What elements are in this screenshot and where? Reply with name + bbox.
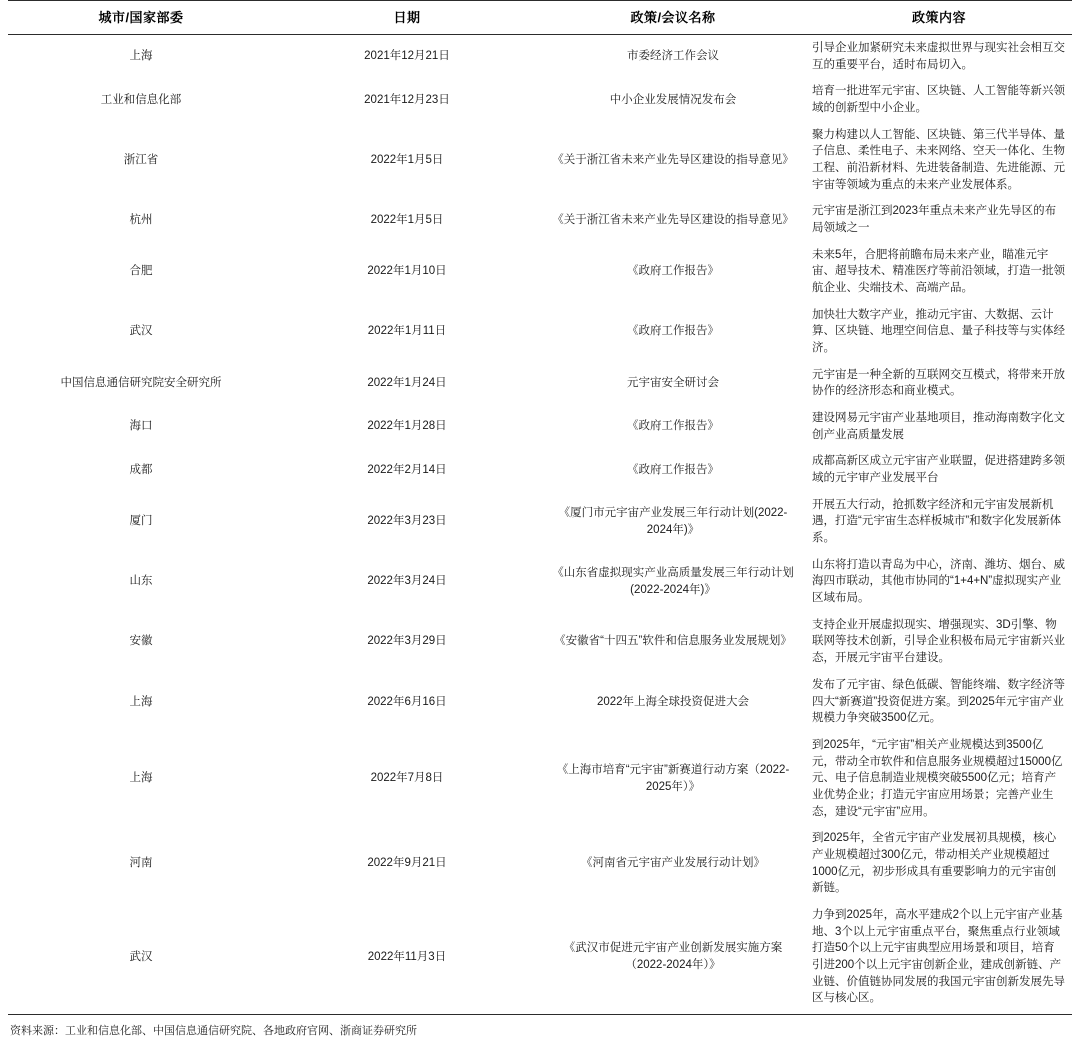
cell-date: 2022年1月5日 [370, 153, 444, 166]
cell-policy-content: 成都高新区成立元宇宙产业联盟，促进搭建跨多领域的元宇审产业发展平台 [812, 455, 1065, 485]
cell-policy-content: 力争到2025年，高水平建成2个以上元宇宙产业基地、3个以上元宇宙重点平台，聚焦重点行业领域打造50个以上元宇宙典型应用场景和项目，培育引进200个以上元宇宙创新企业，建成创新链、产业链、价值链协同发展的我国元宇宙创新发展先导区与核心区。 [806, 902, 1072, 1015]
cell-city: 上海 [129, 50, 153, 63]
cell-policy-content: 支持企业开展虚拟现实、增强现实、3D引擎、物联网等技术创新，引导企业积极布局元宇宙新兴业态，开展元宇宙平台建设。 [812, 618, 1065, 665]
cell-policy-name: 《政府工作报告》 [627, 265, 719, 278]
cell-policy-content: 元宇宙是浙江到2023年重点未来产业先导区的布局领域之一 [812, 205, 1057, 235]
table-row [8, 242, 1072, 302]
cell-date: 2022年7月8日 [370, 772, 444, 785]
table-row [8, 492, 1072, 552]
cell-city: 工业和信息化部 [100, 93, 182, 106]
cell-policy-name: 《关于浙江省未来产业先导区建设的指导意见》 [552, 213, 794, 226]
column-header-city: 城市/国家部委 [8, 1, 274, 35]
table-row [8, 362, 1072, 405]
cell-policy-content: 到2025年，全省元宇宙产业发展初具规模，核心产业规模超过300亿元，带动相关产业规模超过1000亿元，初步形成具有重要影响力的元宇宙创新链。 [812, 832, 1057, 895]
cell-city: 山东 [129, 575, 153, 588]
table-header [8, 1, 1072, 35]
cell-city: 武汉 [129, 325, 153, 338]
cell-city: 河南 [129, 857, 153, 870]
cell-policy-name: 《厦门市元宇宙产业发展三年行动计划(2022-2024年)》 [558, 507, 788, 536]
table-row [8, 672, 1072, 732]
cell-city: 安徽 [129, 635, 153, 648]
cell-policy-name: 《关于浙江省未来产业先导区建设的指导意见》 [552, 153, 794, 166]
cell-policy-name: 《上海市培育“元宇宙”新赛道行动方案（2022-2025年）》 [556, 763, 790, 793]
table-row [8, 825, 1072, 902]
cell-policy-content: 山东将打造以青岛为中心，济南、潍坊、烟台、威海四市联动，其他市协同的“1+4+N”虚拟现实产业区域布局。 [812, 558, 1065, 605]
column-header-date: 日期 [274, 1, 540, 35]
cell-policy-content: 加快壮大数字产业，推动元宇宙、大数据、云计算、区块链、地理空间信息、量子科技等与实体经济。 [812, 308, 1065, 355]
cell-date: 2022年1月10日 [367, 265, 447, 278]
table-row [8, 122, 1072, 199]
table-row [8, 198, 1072, 241]
cell-date: 2022年1月28日 [367, 420, 447, 433]
table-row [8, 78, 1072, 121]
cell-date: 2022年3月29日 [367, 635, 447, 648]
column-header-policy-content: 政策内容 [806, 1, 1072, 35]
cell-date: 2022年11月3日 [274, 902, 540, 1015]
table-row [8, 612, 1072, 672]
cell-date: 2022年1月5日 [370, 213, 444, 226]
cell-policy-name: 中小企业发展情况发布会 [609, 93, 737, 106]
cell-city: 合肥 [129, 265, 153, 278]
cell-date: 2022年9月21日 [367, 857, 447, 870]
cell-policy-content: 到2025年，“元宇宙”相关产业规模达到3500亿元，带动全市软件和信息服务业规模超过15000亿元、电子信息制造业规模突破5500亿元；培育产业优势企业；打造元宇宙应用场景；完善产业生态，建设“元宇宙”应用。 [812, 738, 1063, 818]
cell-policy-content: 引导企业加紧研究未来虚拟世界与现实社会相互交互的重要平台，适时布局切入。 [812, 42, 1065, 71]
cell-city: 浙江省 [123, 153, 159, 166]
table-row [8, 732, 1072, 825]
cell-date: 2022年3月23日 [367, 515, 447, 528]
cell-policy-content: 元宇宙是一种全新的互联网交互模式，将带来开放协作的经济形态和商业模式。 [812, 368, 1065, 398]
cell-policy-name: 《政府工作报告》 [627, 420, 719, 433]
table-header-row [8, 1, 1072, 35]
cell-date: 2021年12月21日 [364, 50, 450, 63]
cell-policy-content: 发布了元宇宙、绿色低碳、智能终端、数字经济等四大“新赛道”投资促进方案。到2025年元宇宙产业规模力争突破3500亿元。 [812, 678, 1065, 725]
cell-date: 2021年12月23日 [364, 93, 450, 106]
source-note: 资料来源：工业和信息化部、中国信息通信研究院、各地政府官网、浙商证券研究所 [10, 1024, 417, 1037]
cell-policy-name: 《安徽省“十四五”软件和信息服务业发展规划》 [554, 635, 792, 648]
cell-policy-name: 市委经济工作会议 [627, 50, 719, 63]
cell-city: 上海 [129, 772, 153, 785]
table-row [8, 405, 1072, 448]
cell-date: 2022年1月24日 [367, 377, 447, 390]
cell-city: 海口 [129, 420, 153, 433]
cell-city: 上海 [129, 695, 153, 708]
cell-policy-name: 《武汉市促进元宇宙产业创新发展实施方案（2022-2024年）》 [540, 902, 806, 1015]
cell-policy-name: 《河南省元宇宙产业发展行动计划》 [581, 857, 765, 870]
cell-city: 厦门 [129, 515, 153, 528]
cell-date: 2022年1月11日 [367, 325, 447, 338]
table-row [8, 448, 1072, 491]
cell-policy-content: 聚力构建以人工智能、区块链、第三代半导体、量子信息、柔性电子、未来网络、空天一体化、生物工程、前沿新材料、先进装备制造、先进能源、元宇宙等领域为重点的未来产业发展体系。 [812, 128, 1065, 191]
table-body [8, 35, 1072, 1015]
cell-date: 2022年3月24日 [367, 575, 447, 588]
cell-city: 成都 [129, 463, 153, 476]
cell-policy-content: 未来5年，合肥将前瞻布局未来产业，瞄准元宇宙、超导技术、精准医疗等前沿领域，打造一批领航企业、尖端技术、高端产品。 [812, 248, 1065, 295]
cell-policy-content: 开展五大行动，抢抓数字经济和元宇宙发展新机遇，打造“元宇宙生态样板城市”和数字化发展新体系。 [812, 498, 1062, 545]
cell-city: 武汉 [8, 902, 274, 1015]
cell-policy-name: 《山东省虚拟现实产业高质量发展三年行动计划(2022-2024年)》 [552, 567, 794, 596]
cell-policy-content: 培育一批进军元宇宙、区块链、人工智能等新兴领域的创新型中小企业。 [812, 85, 1065, 115]
cell-policy-name: 《政府工作报告》 [627, 463, 719, 476]
policy-table [8, 0, 1072, 1015]
table-row [8, 302, 1072, 362]
cell-date: 2022年6月16日 [367, 695, 447, 708]
cell-city: 中国信息通信研究院安全研究所 [60, 377, 222, 390]
cell-policy-name: 2022年上海全球投资促进大会 [596, 695, 750, 708]
cell-policy-name: 元宇宙安全研讨会 [627, 377, 719, 390]
cell-policy-content: 建设网易元宇宙产业基地项目，推动海南数字化文创产业高质量发展 [812, 412, 1065, 441]
cell-city: 杭州 [129, 213, 153, 226]
table-row [8, 552, 1072, 612]
column-header-policy-name: 政策/会议名称 [540, 1, 806, 35]
table-row [8, 35, 1072, 79]
table-row [8, 902, 1072, 1015]
cell-date: 2022年2月14日 [367, 463, 447, 476]
cell-policy-name: 《政府工作报告》 [627, 325, 719, 338]
